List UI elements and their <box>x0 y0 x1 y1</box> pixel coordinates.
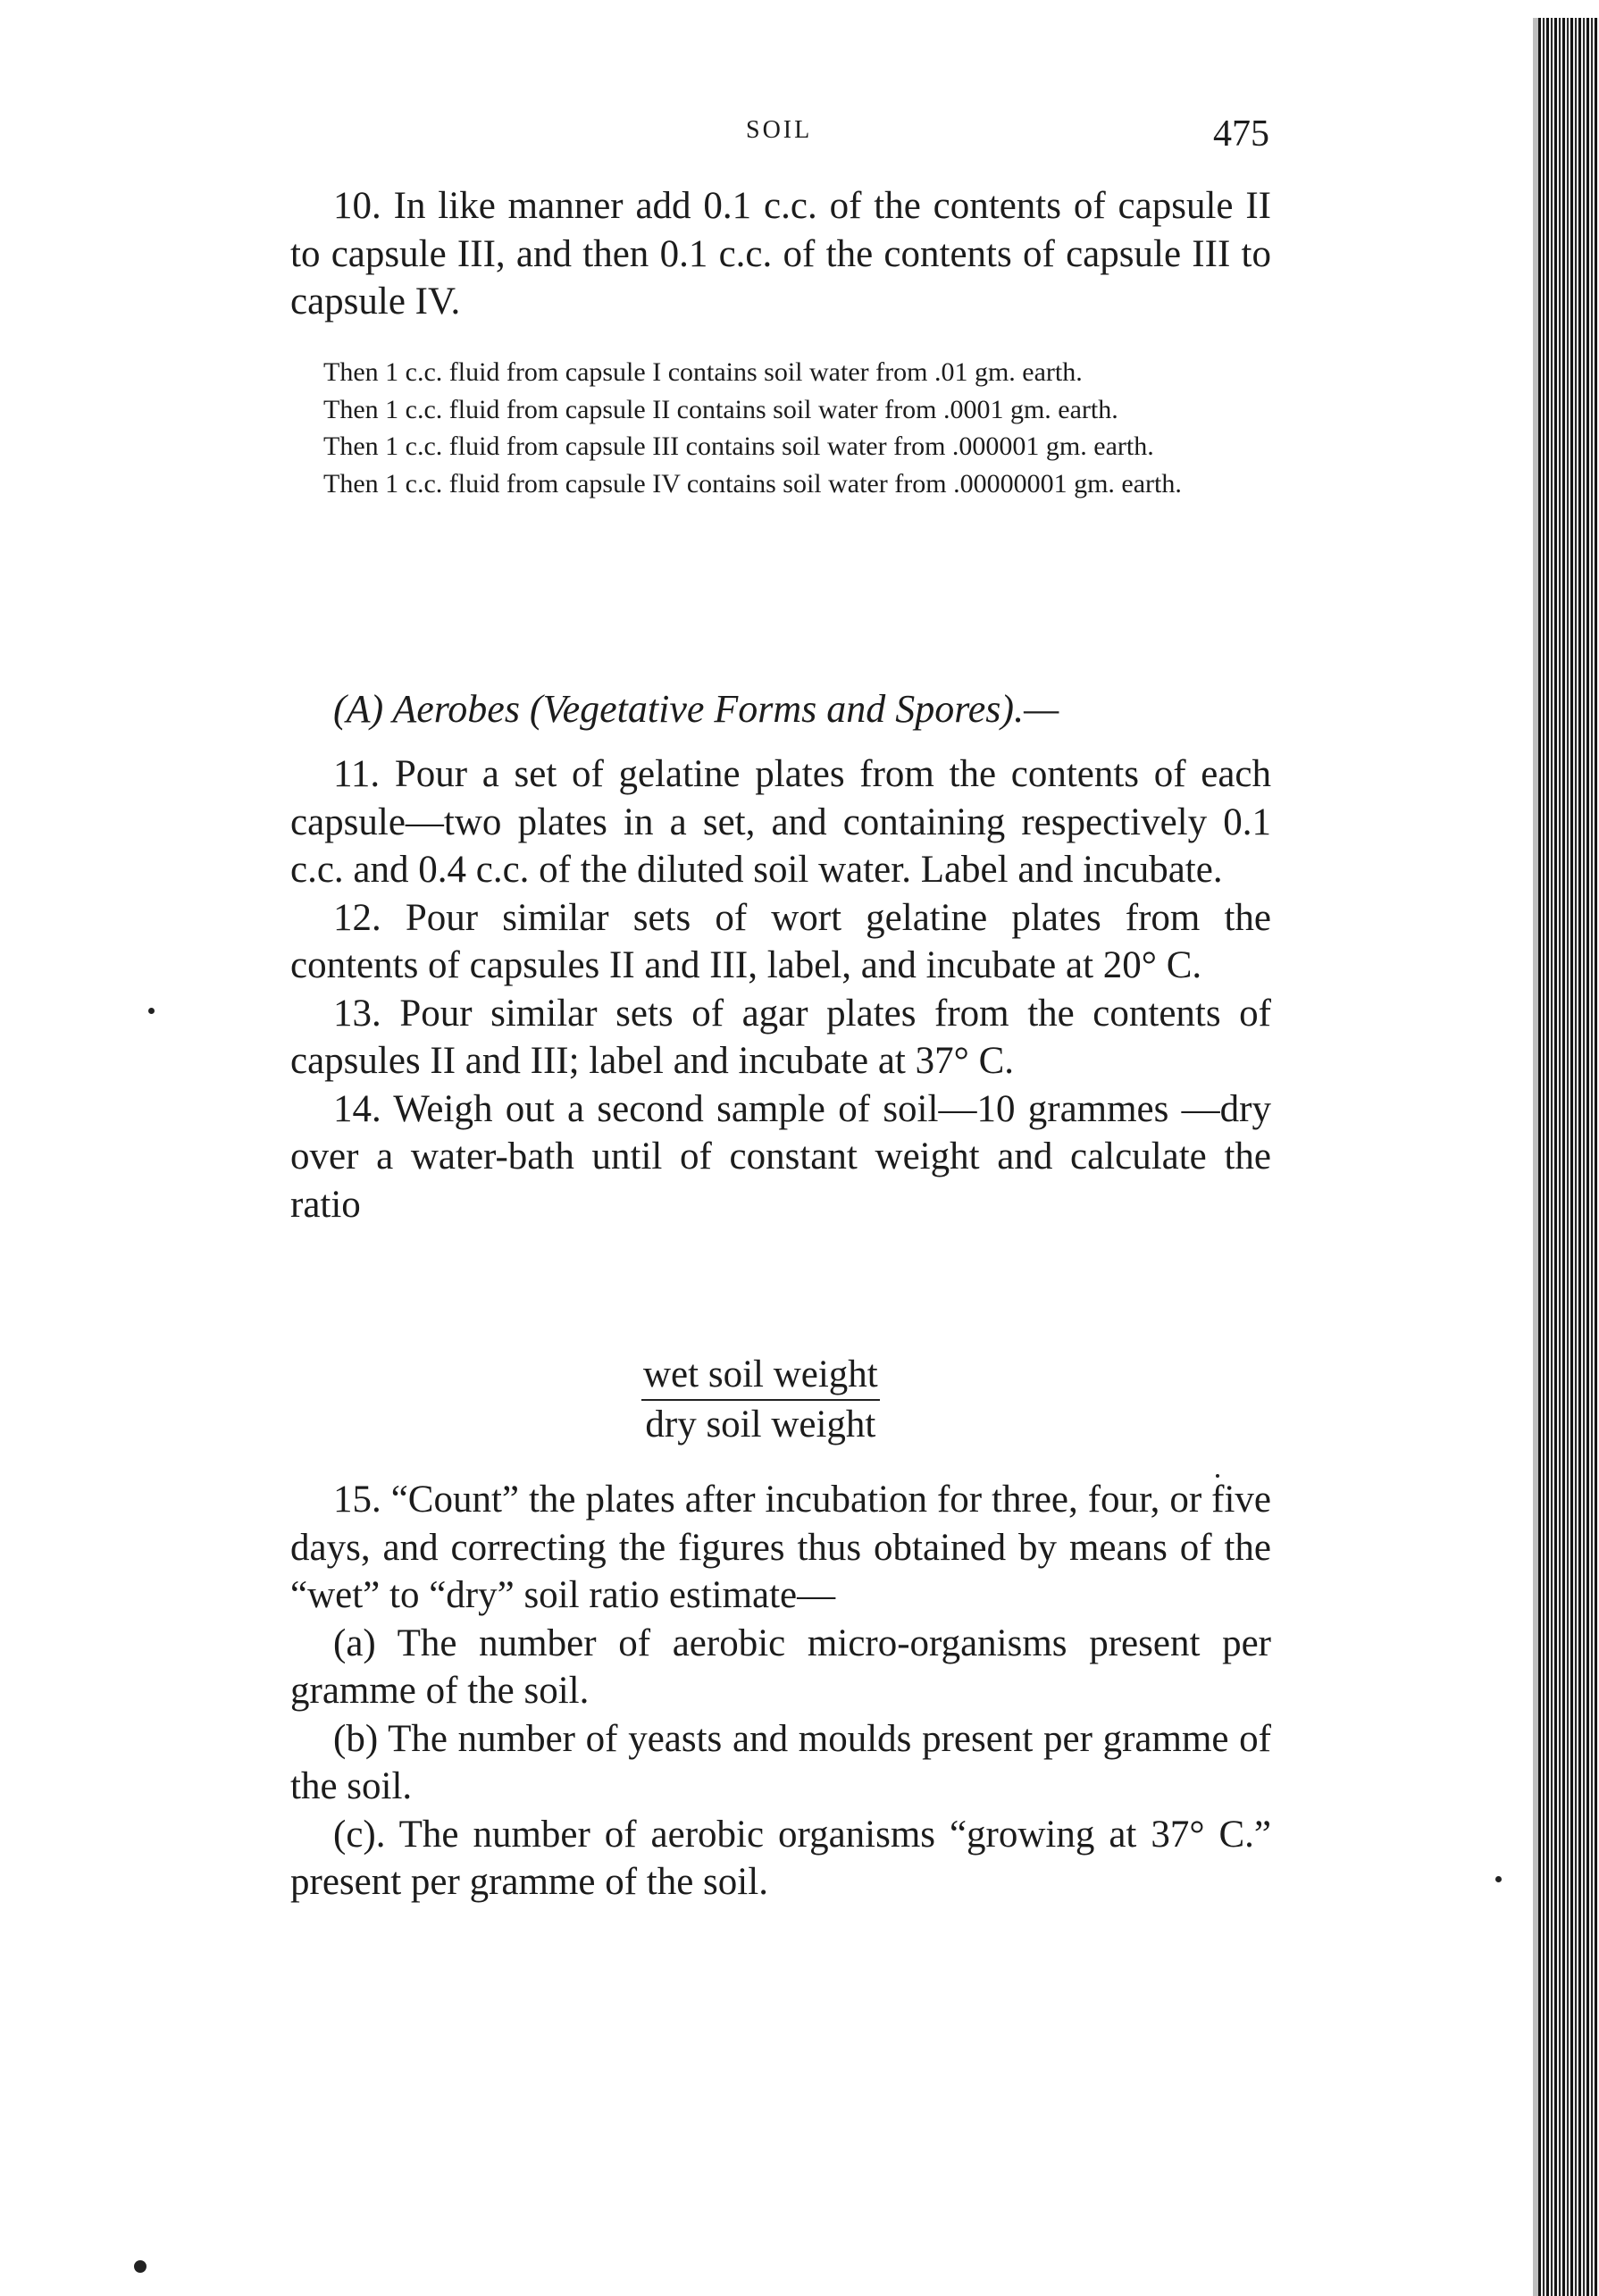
procedure-step-15 <box>290 1476 1271 1906</box>
procedure-steps-11-14 <box>290 750 1271 1228</box>
paper-speck <box>1495 1876 1502 1882</box>
paragraph-15: 15. “Count” the plates after incubation for three, four, or five days, and correcting the figures thus obtained by means of the “wet” to “dry” soil ratio estimate— <box>290 1479 1271 1616</box>
paragraph-12: 12. Pour similar sets of wort gelatine plates from the contents of capsules II and III, label, and incubate at 20° C. <box>290 896 1271 986</box>
dilution-table <box>323 354 1270 502</box>
dilution-line: Then 1 c.c. fluid from capsule IV contains soil water from .00000001 gm. earth. <box>323 468 1182 499</box>
dilution-line: Then 1 c.c. fluid from capsule III contains soil water from .000001 gm. earth. <box>323 432 1154 461</box>
item-a: (a) The number of aerobic micro-organisms present per gramme of the soil. <box>290 1621 1271 1712</box>
book-edge-pages <box>1538 18 1599 2296</box>
paragraph-10: 10. In like manner add 0.1 c.c. of the contents of capsule II to capsule III, and then 0.1 c.c. of the contents of capsule III to capsule IV. <box>290 185 1271 323</box>
fraction-denominator: dry soil weight <box>645 1404 876 1445</box>
running-head: SOIL <box>746 116 813 144</box>
paper-speck <box>134 2260 147 2273</box>
dilution-line: Then 1 c.c. fluid from capsule I contains soil water from .01 gm. earth. <box>323 357 1083 387</box>
paper-speck <box>1216 1474 1219 1478</box>
paragraph-13: 13. Pour similar sets of agar plates from the contents of capsules II and III; label and incubate at 37° C. <box>290 992 1271 1082</box>
item-c: (c). The number of aerobic organisms “growing at 37° C.” present per gramme of the soil. <box>290 1813 1271 1903</box>
paragraph-10-block <box>290 182 1271 326</box>
paragraph-11: 11. Pour a set of gelatine plates from the contents of each capsule—two plates in a set, and containing respectively 0.1 c.c. and 0.4 c.c. of the diluted soil water. Label and incubate. <box>290 753 1271 891</box>
ratio-fraction <box>641 1353 880 1446</box>
fraction-numerator: wet soil weight <box>641 1353 880 1401</box>
paper-speck <box>148 1008 155 1014</box>
section-heading-aerobes: (A) Aerobes (Vegetative Forms and Spores).— <box>333 687 1059 731</box>
dilution-line: Then 1 c.c. fluid from capsule II contains soil water from .0001 gm. earth. <box>323 394 1118 424</box>
item-b: (b) The number of yeasts and moulds present per gramme of the soil. <box>290 1717 1271 1807</box>
paragraph-14: 14. Weigh out a second sample of soil—10 grammes —dry over a water-bath until of constant weight and calculate the ratio <box>290 1087 1271 1226</box>
page-number: 475 <box>1213 113 1269 155</box>
